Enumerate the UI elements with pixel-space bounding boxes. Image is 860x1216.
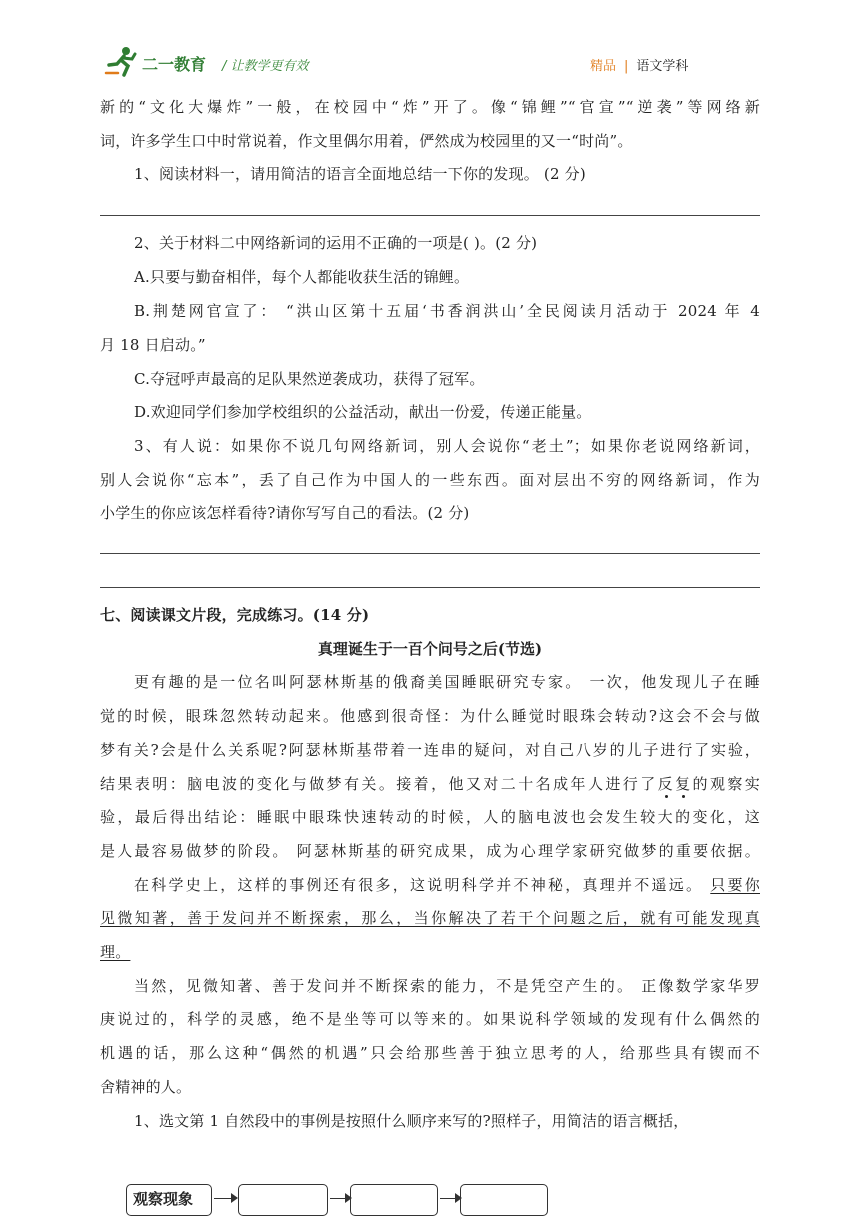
page-header [0,0,860,80]
slogan: / 让教学更有效 [222,59,309,74]
subject-label: 语文学科 [636,59,689,74]
text-segment: 在科学史上，这样的事例还有很多，这说明科学并不神秘，真理并不遥远。 [134,876,711,894]
question-1: 1、阅读材料一，请用简洁的语言全面地总结一下你的发现。 (2 分) [134,165,586,183]
option-b-cont: 月 18 日启动。” [100,336,206,354]
passage-line: 觉的时候，眼珠忽然转动起来。他感到很奇怪：为什么睡觉时眼珠会转动?这会不会与做 [100,707,760,725]
text-segment: 结果表明：脑电波的变化与做梦有关。接着，他又对二十名成年人进行了 [100,775,658,793]
runner-logo-icon [104,46,140,78]
option-d: D.欢迎同学们参加学校组织的公益活动，献出一份爱，传递正能量。 [134,403,592,421]
underlined-sentence: 理。 [100,943,131,961]
logo-text: 二一教育 [142,55,207,74]
text-segment: 的观察实 [692,775,761,793]
flow-blank-box[interactable] [350,1184,438,1216]
passage-line: 当然，见微知著、善于发问并不断探索的能力，不是凭空产生的。 正像数学家华罗 [134,977,760,995]
flow-arrow [330,1198,350,1199]
emphasized-word: 反复 [657,775,693,793]
badge-separator: | [624,59,629,74]
flow-blank-box[interactable] [238,1184,328,1216]
passage-title: 真理诞生于一百个问号之后(节选) [317,640,543,658]
flow-arrow [214,1198,236,1199]
passage-line: 是人最容易做梦的阶段。 阿瑟林斯基的研究成果，成为心理学家研究做梦的重要依据。 [100,842,760,860]
passage-line [100,942,760,962]
passage-line [100,774,760,794]
passage-line: 梦有关?会是什么关系呢?阿瑟林斯基带着一连串的疑问，对自己八岁的儿子进行了实验， [100,741,760,759]
passage-line: 机遇的话，那么这种“偶然的机遇”只会给那些善于独立思考的人，给那些具有锲而不 [100,1044,760,1062]
underlined-sentence: 只要你 [710,876,760,894]
flow-arrow [440,1198,460,1199]
question-3: 3、有人说：如果你不说几句网络新词，别人会说你“老土”；如果你老说网络新词， [134,437,760,455]
text-line: 别人会说你“忘本”，丢了自己作为中国人的一些东西。面对层出不穷的网络新词，作为 [100,471,760,489]
flow-blank-box[interactable] [460,1184,548,1216]
text-line: 新的“文化大爆炸”一般，在校园中“炸”开了。像“锦鲤”“官宣”“逆袭”等网络新 [100,98,760,116]
underlined-sentence: 见微知著，善于发问并不断探索，那么，当你解决了若干个问题之后，就有可能发现真 [100,909,760,927]
flow-box-first [126,1184,212,1216]
answer-line [100,215,760,216]
passage-line [100,908,760,928]
section-heading: 七、阅读课文片段，完成练习。(14 分) [100,606,370,624]
text-line: 词，许多学生口中时常说着，作文里偶尔用着，俨然成为校园里的又一“时尚”。 [100,132,633,150]
passage-line: 验，最后得出结论：睡眠中眼珠快速转动的时候，人的脑电波也会发生较大的变化，这 [100,808,760,826]
passage-line [134,875,760,895]
passage-line: 庚说过的，科学的灵感，绝不是坐等可以等来的。如果说科学领域的发现有什么偶然的 [100,1010,760,1028]
question-7-1: 1、选文第 1 自然段中的事例是按照什么顺序来写的?照样子，用简洁的语言概括， [134,1112,689,1130]
subject-badge [590,55,688,74]
flow-box-label: 观察现象 [133,1190,194,1208]
answer-line [100,587,760,588]
passage-line: 更有趣的是一位名叫阿瑟林斯基的俄裔美国睡眠研究专家。 一次，他发现儿子在睡 [134,673,760,691]
question-2: 2、关于材料二中网络新词的运用不正确的一项是( )。(2 分) [134,234,538,252]
option-a: A.只要与勤奋相伴，每个人都能收获生活的锦鲤。 [134,268,470,286]
quality-label: 精品 [590,59,617,74]
option-c: C.夺冠呼声最高的足队果然逆袭成功，获得了冠军。 [134,370,485,388]
passage-line: 舍精神的人。 [100,1078,192,1096]
option-b: B.荆楚网官宣了： “洪山区第十五届‘书香润洪山’全民阅读月活动于 2024 年 4 [134,302,760,320]
answer-line [100,553,760,554]
text-line: 小学生的你应该怎样看待?请你写写自己的看法。(2 分) [100,504,470,522]
